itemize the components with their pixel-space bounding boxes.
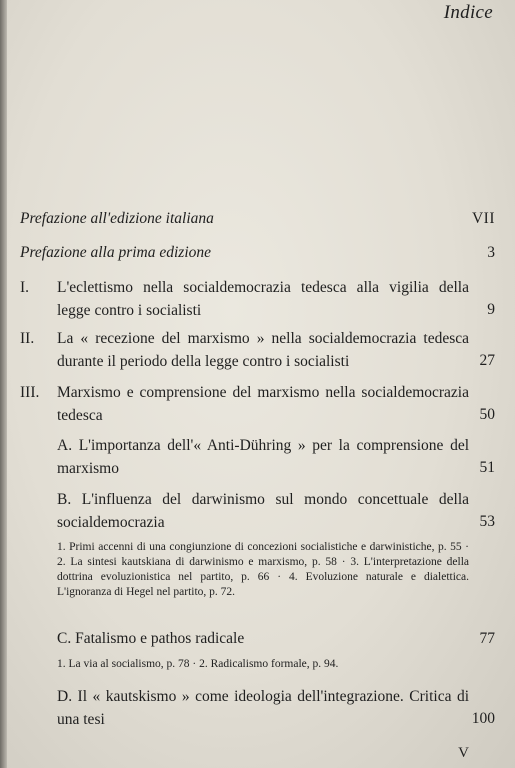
toc-entry-chapter-1 — [20, 277, 495, 322]
toc-entry-section-b — [57, 489, 495, 600]
toc-page-number: 100 — [471, 710, 495, 727]
toc-entry-title: D. Il « kautskismo » come ideologia dell'integrazione. Critica di una tesi — [57, 688, 469, 728]
toc-page-number: 50 — [479, 406, 495, 423]
toc-entry-section-c — [57, 628, 495, 672]
toc-entry-title: L'eclettismo nella socialdemocrazia tedesca alla vigilia della legge contro i socialisti — [57, 279, 469, 319]
toc-entry-section-d — [57, 686, 495, 731]
toc-entry-section-a — [57, 435, 495, 480]
chapter-number: III. — [20, 384, 40, 401]
toc-entry-preface-first — [20, 242, 495, 265]
toc-entry-chapter-3 — [20, 382, 495, 427]
toc-entry-title: Marxismo e comprensione del marxismo nella socialdemocrazia tedesca — [57, 384, 469, 424]
chapter-number: I. — [20, 279, 30, 296]
toc-page-number: VII — [471, 210, 495, 227]
toc-entry-title: Prefazione alla prima edizione — [20, 244, 212, 261]
toc-subentries: 1. Primi accenni di una congiunzione di concezioni socialistiche e darwinistiche, p. 55 · 2. La sintesi kautskiana di darwinismo e marxismo, p. 58 · 3. L'interpretazione della dottrina evoluzionistica nel partito, p. 66 · 4. Evoluzione naturale e dialettica. L'ignoranza di Hegel nel partito, p. 72. — [57, 541, 469, 598]
page-title: Indice — [443, 2, 493, 23]
page-edge — [0, 0, 7, 768]
toc-page-number: 53 — [479, 513, 495, 530]
toc-entry-chapter-2 — [20, 328, 495, 373]
toc-subentries: 1. La via al socialismo, p. 78 · 2. Radicalismo formale, p. 94. — [57, 657, 339, 670]
toc-page-number: 51 — [479, 459, 495, 476]
toc-page-number: 3 — [487, 244, 495, 261]
toc-entry-title: La « recezione del marxismo » nella socialdemocrazia tedesca durante il periodo della legge contro i socialisti — [57, 330, 469, 370]
toc-page-number: 77 — [479, 630, 495, 647]
toc-entry-title: Prefazione all'edizione italiana — [20, 210, 214, 227]
toc-entry-title: C. Fatalismo e pathos radicale — [57, 630, 245, 647]
toc-page-number: 9 — [487, 301, 495, 318]
chapter-number: II. — [20, 330, 35, 347]
page-folio: V — [458, 745, 469, 761]
toc-page-number: 27 — [479, 352, 495, 369]
toc-entry-preface-italian — [20, 208, 495, 231]
toc-entry-title: B. L'influenza del darwinismo sul mondo concettuale della socialdemocrazia — [57, 491, 469, 531]
toc-entry-title: A. L'importanza dell'« Anti-Dühring » per la comprensione del marxismo — [57, 437, 469, 477]
